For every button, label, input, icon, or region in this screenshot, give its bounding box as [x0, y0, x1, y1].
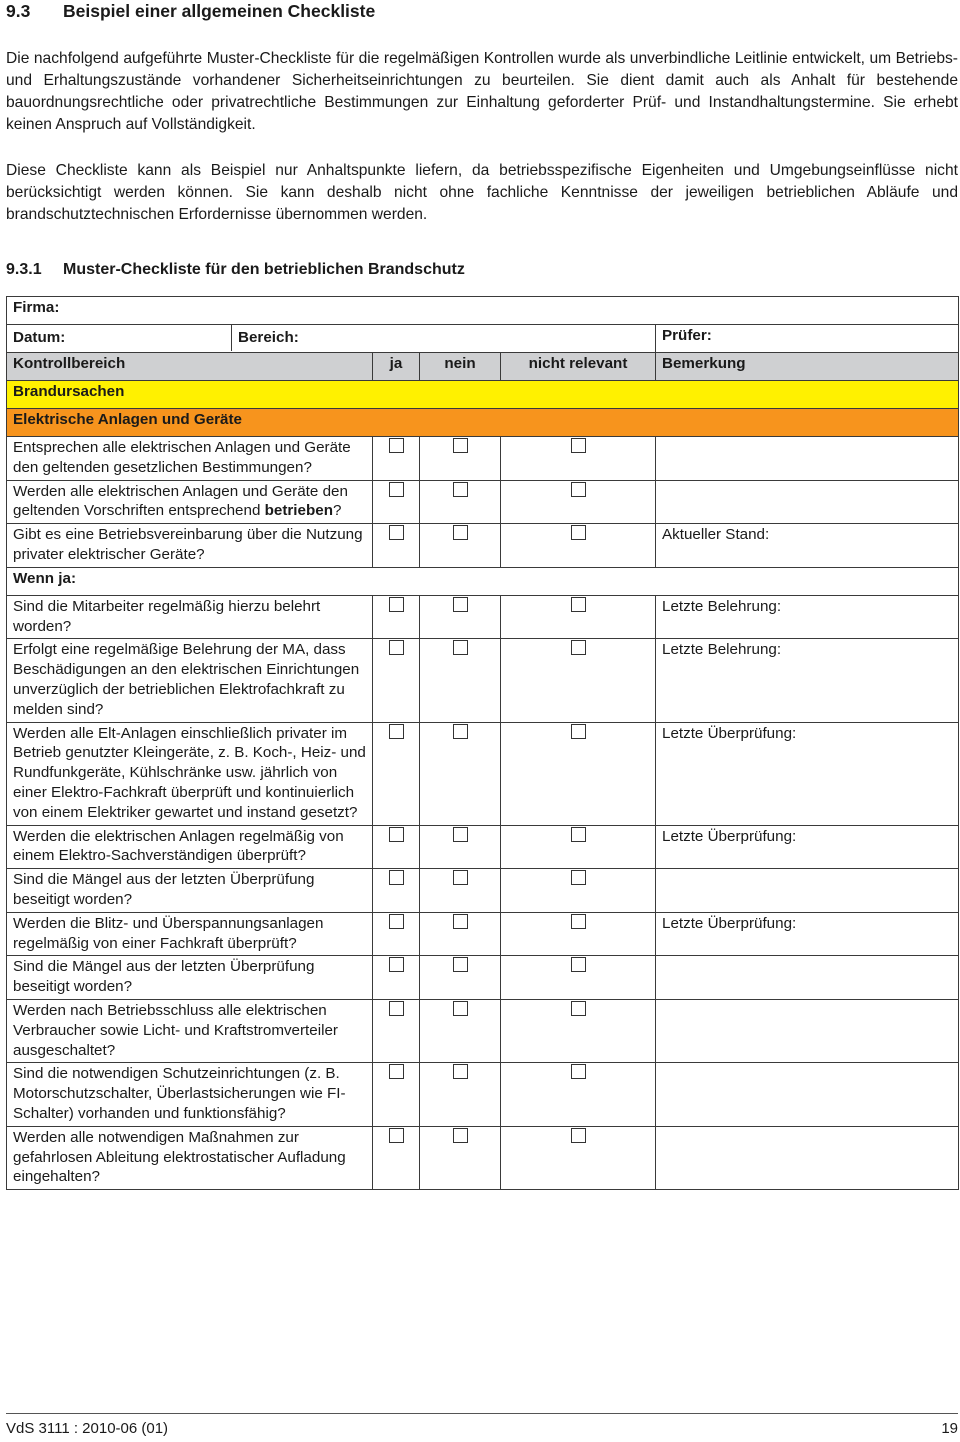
ja-checkbox[interactable]	[389, 438, 404, 453]
bereich-label: Bereich:	[238, 329, 299, 347]
ja-checkbox[interactable]	[389, 1128, 404, 1143]
table-row	[7, 524, 959, 568]
document-id: VdS 3111 : 2010-06 (01)	[6, 1420, 169, 1437]
nein-checkbox[interactable]	[453, 914, 468, 929]
nein-checkbox[interactable]	[453, 724, 468, 739]
nicht-relevant-checkbox[interactable]	[571, 1128, 586, 1143]
question-text: Werden alle Elt-Anlagen einschließlich privater im Betrieb genutzter Kleingeräte, z. B. Koch-, Heiz- und Rundfunkgeräte, Kühlschränke usw. jährlich von einer Elektro-Fachkraft überprüft und kontinuierlich von einem Elektriker gewartet und instand gesetzt?	[7, 722, 373, 825]
nicht-relevant-checkbox[interactable]	[571, 482, 586, 497]
firma-label: Firma:	[13, 299, 60, 316]
table-row	[7, 956, 959, 1000]
question-text: Sind die notwendigen Schutzeinrichtungen (z. B. Motorschutzschalter, Überlastsicherungen wie FI-Schalter) vorhanden und funktionsfähig?	[7, 1063, 373, 1126]
wenn-ja-label: Wenn ja:	[7, 567, 959, 595]
ja-checkbox[interactable]	[389, 1064, 404, 1079]
footer-divider	[6, 1413, 958, 1414]
ja-checkbox[interactable]	[389, 597, 404, 612]
table-row	[7, 595, 959, 639]
remark-field[interactable]	[656, 956, 959, 1000]
nein-checkbox[interactable]	[453, 1001, 468, 1016]
nein-checkbox[interactable]	[453, 1128, 468, 1143]
disclaimer-paragraph: Diese Checkliste kann als Beispiel nur Anhaltspunkte liefern, da betriebsspezifische Eigenheiten und Umgebungseinflüsse nicht berücksichtigt werden können. Sie kann deshalb nicht ohne fachliche Kenntnisse der jeweiligen betrieblichen Abläufe und brandschutztechnischen Erfordernisse übernommen werden.	[6, 162, 958, 223]
question-text: Sind die Mitarbeiter regelmäßig hierzu belehrt worden?	[7, 595, 373, 639]
question-text: Entsprechen alle elektrischen Anlagen und Geräte den geltenden gesetzlichen Bestimmungen?	[7, 437, 373, 481]
question-text	[7, 480, 373, 524]
datum-label: Datum:	[7, 325, 232, 351]
nein-checkbox[interactable]	[453, 827, 468, 842]
ja-checkbox[interactable]	[389, 914, 404, 929]
nicht-relevant-checkbox[interactable]	[571, 1001, 586, 1016]
nicht-relevant-checkbox[interactable]	[571, 525, 586, 540]
intro-paragraph: Die nachfolgend aufgeführte Muster-Checkliste für die regelmäßigen Kontrollen wurde als unverbindliche Leitlinie entwickelt, um Betriebs- und Erhaltungszustände vorhandener Sicherheitseinrichtungen zu beurteilen. Sie dient damit auch als Anhalt für bestehende bauordnungsrechtliche oder privatrechtliche Bestimmungen zur Einhaltung geforderter Prüf- und Instandhaltungstermine. Sie erhebt keinen Anspruch auf Vollständigkeit.	[6, 50, 958, 133]
wenn-ja-row	[7, 567, 959, 595]
datum-row	[7, 325, 959, 353]
nein-checkbox[interactable]	[453, 957, 468, 972]
remark-field[interactable]: Letzte Überprüfung:	[656, 825, 959, 869]
question-text: Sind die Mängel aus der letzten Überprüfung beseitigt worden?	[7, 956, 373, 1000]
question-text: Werden die Blitz- und Überspannungsanlagen regelmäßig von einer Fachkraft überprüft?	[7, 912, 373, 956]
category-row	[7, 381, 959, 409]
nein-checkbox[interactable]	[453, 438, 468, 453]
table-row	[7, 437, 959, 481]
table-row	[7, 1126, 959, 1189]
col-header-bemerkung: Bemerkung	[656, 353, 959, 381]
nicht-relevant-checkbox[interactable]	[571, 914, 586, 929]
question-text-part: Werden alle elektrischen Anlagen und Geräte den geltenden Vorschriften entsprechend	[13, 482, 348, 520]
firma-row	[7, 297, 959, 325]
question-text: Erfolgt eine regelmäßige Belehrung der MA, dass Beschädigungen an den elektrischen Einrichtungen unverzüglich der betrieblichen Elektrofachkraft zu melden sind?	[7, 639, 373, 722]
question-text: Sind die Mängel aus der letzten Überprüfung beseitigt worden?	[7, 869, 373, 913]
ja-checkbox[interactable]	[389, 640, 404, 655]
col-header-kontrollbereich: Kontrollbereich	[7, 353, 373, 381]
question-text-part: ?	[332, 502, 342, 520]
subcategory-label: Elektrische Anlagen und Geräte	[7, 409, 959, 437]
firma-field[interactable]	[7, 297, 959, 325]
nicht-relevant-checkbox[interactable]	[571, 827, 586, 842]
remark-field[interactable]: Letzte Überprüfung:	[656, 912, 959, 956]
nein-checkbox[interactable]	[453, 1064, 468, 1079]
question-text: Werden alle notwendigen Maßnahmen zur gefahrlosen Ableitung elektrostatischer Aufladung eingehalten?	[7, 1126, 373, 1189]
nein-checkbox[interactable]	[453, 870, 468, 885]
table-row	[7, 825, 959, 869]
nicht-relevant-checkbox[interactable]	[571, 597, 586, 612]
nicht-relevant-checkbox[interactable]	[571, 640, 586, 655]
nicht-relevant-checkbox[interactable]	[571, 957, 586, 972]
table-row	[7, 999, 959, 1062]
remark-field[interactable]	[656, 437, 959, 481]
nicht-relevant-checkbox[interactable]	[571, 724, 586, 739]
question-emphasis: betrieben	[264, 502, 333, 520]
remark-field[interactable]	[656, 869, 959, 913]
nein-checkbox[interactable]	[453, 640, 468, 655]
subsection-number: 9.3.1	[6, 261, 42, 278]
table-header-row	[7, 353, 959, 381]
col-header-nicht-relevant: nicht relevant	[501, 353, 656, 381]
col-header-ja: ja	[373, 353, 420, 381]
section-number: 9.3	[6, 1, 31, 21]
ja-checkbox[interactable]	[389, 1001, 404, 1016]
pruefer-field[interactable]	[656, 325, 959, 353]
section-heading	[6, 0, 375, 22]
checklist-table	[6, 296, 959, 1190]
table-row	[7, 639, 959, 722]
question-text: Gibt es eine Betriebsvereinbarung über die Nutzung privater elektrischer Geräte?	[7, 524, 373, 568]
nicht-relevant-checkbox[interactable]	[571, 438, 586, 453]
subsection-title: Muster-Checkliste für den betrieblichen Brandschutz	[63, 261, 465, 278]
nein-checkbox[interactable]	[453, 525, 468, 540]
remark-field[interactable]: Letzte Belehrung:	[656, 595, 959, 639]
page-number: 19	[941, 1420, 958, 1437]
table-row	[7, 912, 959, 956]
ja-checkbox[interactable]	[389, 525, 404, 540]
remark-field[interactable]	[656, 1063, 959, 1126]
remark-field[interactable]	[656, 999, 959, 1062]
table-row	[7, 722, 959, 825]
table-row	[7, 869, 959, 913]
ja-checkbox[interactable]	[389, 482, 404, 497]
remark-field[interactable]: Letzte Überprüfung:	[656, 722, 959, 825]
subsection-heading	[6, 259, 465, 281]
remark-field[interactable]: Aktueller Stand:	[656, 524, 959, 568]
remark-field[interactable]: Letzte Belehrung:	[656, 639, 959, 722]
nein-checkbox[interactable]	[453, 597, 468, 612]
ja-checkbox[interactable]	[389, 957, 404, 972]
section-title: Beispiel einer allgemeinen Checkliste	[63, 1, 376, 21]
datum-field[interactable]	[7, 325, 656, 353]
nicht-relevant-checkbox[interactable]	[571, 870, 586, 885]
ja-checkbox[interactable]	[389, 724, 404, 739]
ja-checkbox[interactable]	[389, 870, 404, 885]
category-label: Brandursachen	[7, 381, 959, 409]
remark-field[interactable]	[656, 1126, 959, 1189]
pruefer-label: Prüfer:	[662, 327, 712, 344]
table-row	[7, 480, 959, 524]
remark-field[interactable]	[656, 480, 959, 524]
col-header-nein: nein	[420, 353, 501, 381]
ja-checkbox[interactable]	[389, 827, 404, 842]
question-text: Werden die elektrischen Anlagen regelmäßig von einem Elektro-Sachverständigen überprüft?	[7, 825, 373, 869]
nicht-relevant-checkbox[interactable]	[571, 1064, 586, 1079]
nein-checkbox[interactable]	[453, 482, 468, 497]
subcategory-row	[7, 409, 959, 437]
question-text: Werden nach Betriebsschluss alle elektrischen Verbraucher sowie Licht- und Kraftstromverteiler ausgeschaltet?	[7, 999, 373, 1062]
table-row	[7, 1063, 959, 1126]
